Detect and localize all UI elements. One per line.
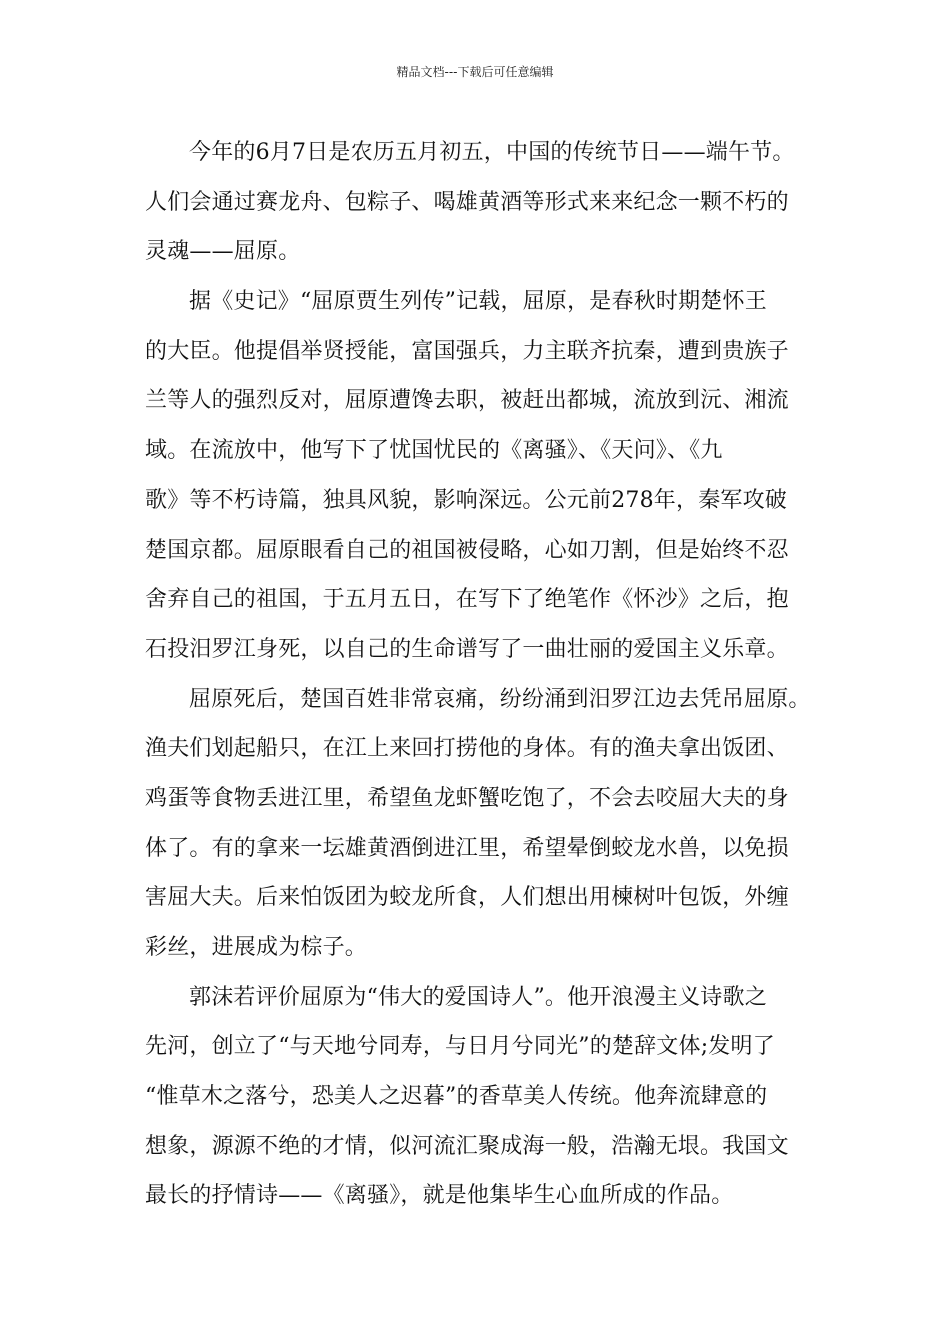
text-line: 害屈大夫。后来怕饭团为蛟龙所食，人们想出用楝树叶包饭，外缠	[145, 885, 789, 911]
paragraph-4	[145, 973, 813, 1221]
text-line: 灵魂——屈原。	[145, 239, 301, 265]
text-line: 先河，创立了“与天地兮同寿，与日月兮同光”的楚辞文体;发明了	[145, 1034, 775, 1060]
text-line: 的大臣。他提倡举贤授能，富国强兵，力主联齐抗秦，遭到贵族子	[145, 338, 789, 364]
text-line: 舍弃自己的祖国，于五月五日，在写下了绝笔作《怀沙》之后，抱	[145, 587, 789, 613]
text-line: 想象，源源不绝的才情，似河流汇聚成海一般，浩瀚无垠。我国文	[145, 1133, 789, 1159]
text-line: 彩丝，进展成为棕子。	[145, 935, 368, 960]
text-line: 屈原死后，楚国百姓非常哀痛，纷纷涌到汨罗江边去凭吊屈原。	[189, 686, 811, 712]
text-line: 人们会通过赛龙舟、包粽子、喝雄黄酒等形式来来纪念一颗不朽的	[145, 189, 789, 215]
paragraph-3	[145, 675, 813, 973]
text-line: 最长的抒情诗——《离骚》，就是他集毕生心血所成的作品。	[145, 1183, 734, 1209]
page-header: 精品文档---下载后可任意编辑	[396, 65, 554, 79]
text-line: 兰等人的强烈反对，屈原遭馋去职，被赶出都城，流放到沅、湘流	[145, 388, 789, 414]
text-line: 域。在流放中，他写下了忧国忧民的《离骚》、《天问》、《九	[145, 438, 723, 464]
text-line: “惟草木之落兮，恐美人之迟暮”的香草美人传统。他奔流肆意的	[145, 1084, 768, 1110]
paragraph-1	[145, 128, 813, 277]
paragraph-2	[145, 277, 813, 675]
document-body	[145, 128, 813, 1221]
text-line: 石投汨罗江身死，以自己的生命谱写了一曲壮丽的爱国主义乐章。	[145, 636, 789, 662]
text-line: 鸡蛋等食物丢进江里，希望鱼龙虾蟹吃饱了，不会去咬屈大夫的身	[145, 785, 789, 811]
text-line: 今年的6月7日是农历五月初五，中国的传统节日——端午节。	[189, 140, 795, 165]
text-line: 体了。有的拿来一坛雄黄酒倒进江里，希望晕倒蛟龙水兽，以免损	[145, 835, 789, 861]
text-line: 楚国京都。屈原眼看自己的祖国被侵略，心如刀割，但是始终不忍	[145, 537, 789, 563]
text-line: 据《史记》“屈原贾生列传”记载，屈原，是春秋时期楚怀王	[189, 289, 767, 315]
text-line: 郭沫若评价屈原为“伟大的爱国诗人”。他开浪漫主义诗歌之	[189, 984, 767, 1010]
text-line: 渔夫们划起船只，在江上来回打捞他的身体。有的渔夫拿出饭团、	[145, 736, 789, 762]
text-line: 歌》等不朽诗篇，独具风貌，影响深远。公元前278年，秦军攻破	[145, 487, 787, 513]
